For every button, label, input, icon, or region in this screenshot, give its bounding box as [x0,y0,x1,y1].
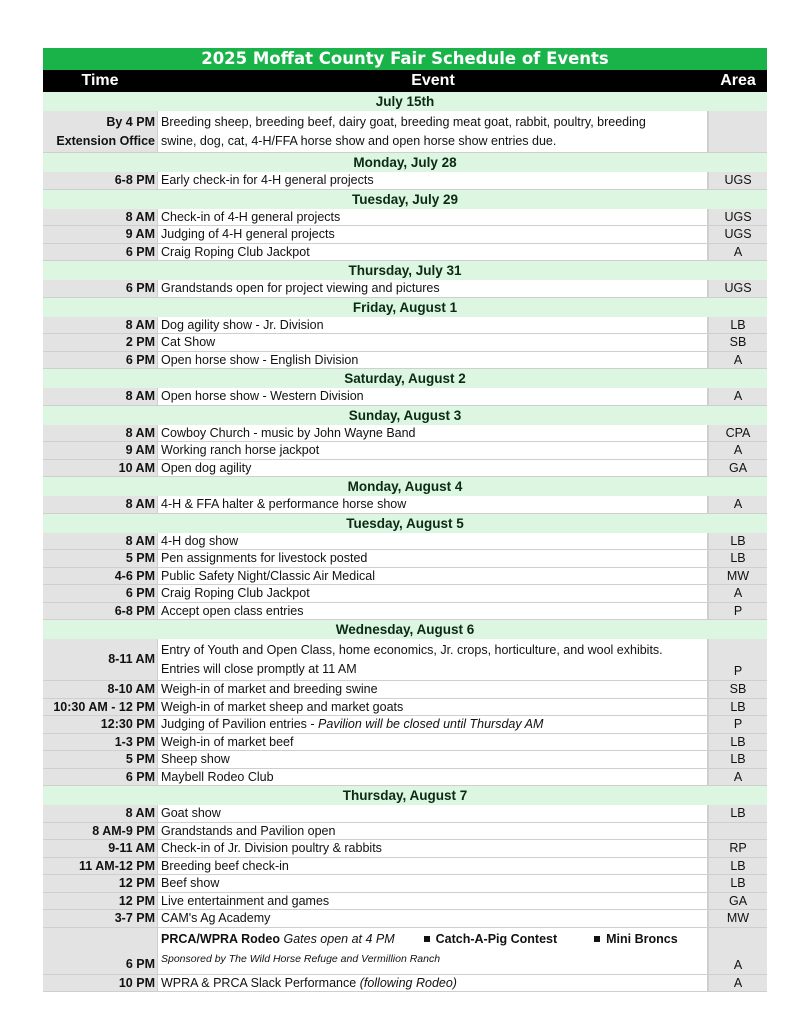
schedule-row [43,858,767,876]
area-cell: A [709,975,767,992]
day-header: Monday, August 4 [43,477,767,496]
event-cell: Weigh-in of market sheep and market goats [157,699,709,716]
area-cell: UGS [709,209,767,226]
rodeo-gates: Gates open at 4 PM [283,931,395,946]
schedule-row [43,244,767,262]
event-cell: Judging of 4-H general projects [157,226,709,243]
event-cell [157,111,709,152]
schedule-row [43,496,767,514]
column-header-row [43,70,767,92]
event-text: Judging of Pavilion entries - [161,717,319,731]
schedule-row [43,734,767,752]
schedule-row [43,840,767,858]
event-text: WPRA & PRCA Slack Performance [161,975,360,990]
event-text: swine, dog, cat, 4-H/FFA horse show and open horse show entries due. [161,134,557,148]
day-header: Sunday, August 3 [43,406,767,425]
area-cell: SB [709,334,767,351]
event-cell: Cowboy Church - music by John Wayne Band [157,425,709,442]
event-cell: Craig Roping Club Jackpot [157,585,709,602]
schedule-row [43,751,767,769]
area-cell: A [709,928,767,974]
schedule-row [43,209,767,227]
event-cell [157,928,709,974]
schedule-row [43,226,767,244]
event-cell: Grandstands and Pavilion open [157,823,709,840]
time-cell: 1-3 PM [43,734,157,751]
event-text: Entries will close promptly at 11 AM [161,662,357,676]
time-cell: 3-7 PM [43,910,157,927]
event-cell [157,639,709,680]
schedule-row [43,975,767,993]
schedule-row [43,442,767,460]
schedule-row [43,823,767,841]
time-cell: 2 PM [43,334,157,351]
schedule-row [43,568,767,586]
day-header: Tuesday, August 5 [43,514,767,533]
event-note: (following Rodeo) [359,975,457,990]
time-cell: 8 AM [43,805,157,822]
schedule-row [43,533,767,551]
day-header: Thursday, August 7 [43,786,767,805]
area-cell: A [709,769,767,786]
time-cell: 6-8 PM [43,172,157,189]
schedule-row [43,805,767,823]
event-cell: Beef show [157,875,709,892]
time-cell: 6 PM [43,280,157,297]
event-cell: Weigh-in of market beef [157,734,709,751]
schedule-row [43,603,767,621]
time-cell: 8-11 AM [43,639,157,680]
event-cell: Accept open class entries [157,603,709,620]
event-text: Breeding sheep, breeding beef, dairy goat, breeding meat goat, rabbit, poultry, breeding [161,115,646,129]
schedule-row [43,550,767,568]
event-cell: Maybell Rodeo Club [157,769,709,786]
time-cell [43,928,157,974]
day-header: Saturday, August 2 [43,369,767,388]
day-header: Monday, July 28 [43,153,767,172]
event-cell: Early check-in for 4-H general projects [157,172,709,189]
area-cell: A [709,442,767,459]
time-cell: 8 AM [43,496,157,513]
schedule-row [43,585,767,603]
time-column-header: Time [81,72,119,89]
time-cell: 5 PM [43,751,157,768]
time-cell: 9 AM [43,226,157,243]
schedule-row [43,769,767,787]
square-bullet-icon [424,936,430,942]
area-cell: MW [709,910,767,927]
schedule-row [43,910,767,928]
event-cell [157,716,709,733]
schedule-sheet [43,48,767,992]
time-cell [43,111,157,152]
time-cell: 6 PM [43,585,157,602]
event-text: Entry of Youth and Open Class, home economics, Jr. crops, horticulture, and wool exhibits. [161,643,663,657]
area-cell: A [709,352,767,369]
day-header: Wednesday, August 6 [43,620,767,639]
time-cell: 6-8 PM [43,603,157,620]
schedule-row [43,681,767,699]
event-cell: Open dog agility [157,460,709,477]
event-cell: Weigh-in of market and breeding swine [157,681,709,698]
time-cell: 6 PM [43,244,157,261]
schedule-row [43,352,767,370]
time-cell: 10 PM [43,975,157,992]
event-cell: CAM's Ag Academy [157,910,709,927]
time-cell: 9 AM [43,442,157,459]
event-cell: Working ranch horse jackpot [157,442,709,459]
area-cell: SB [709,681,767,698]
time-cell: 8 AM [43,425,157,442]
schedule-row [43,317,767,335]
event-cell: 4-H dog show [157,533,709,550]
event-cell: Check-in of Jr. Division poultry & rabbits [157,840,709,857]
time-cell: 6 PM [43,352,157,369]
schedule-row [43,716,767,734]
area-cell: UGS [709,226,767,243]
time-cell: 9-11 AM [43,840,157,857]
schedule-row [43,334,767,352]
event-cell: Open horse show - Western Division [157,388,709,405]
area-cell: LB [709,699,767,716]
rodeo-extra: Mini Broncs [606,931,678,946]
time-cell: 6 PM [43,769,157,786]
event-column-header: Event [411,72,455,89]
area-cell: P [709,603,767,620]
area-cell: MW [709,568,767,585]
location-text: Extension Office [56,133,155,148]
area-cell: LB [709,533,767,550]
event-cell: Open horse show - English Division [157,352,709,369]
area-cell: LB [709,550,767,567]
area-cell: A [709,496,767,513]
time-cell: 10:30 AM - 12 PM [43,699,157,716]
square-bullet-icon [594,936,600,942]
area-cell: GA [709,460,767,477]
schedule-row [43,928,767,975]
time-cell: 10 AM [43,460,157,477]
event-cell [157,975,709,992]
schedule-row [43,280,767,298]
schedule-row [43,460,767,478]
area-cell: LB [709,875,767,892]
area-cell: LB [709,805,767,822]
time-cell: 5 PM [43,550,157,567]
schedule-row [43,893,767,911]
time-cell: 12 PM [43,875,157,892]
area-cell: UGS [709,172,767,189]
area-cell: A [709,388,767,405]
day-header: Friday, August 1 [43,298,767,317]
area-cell: LB [709,317,767,334]
area-cell: LB [709,858,767,875]
day-header: Tuesday, July 29 [43,190,767,209]
day-header: Thursday, July 31 [43,261,767,280]
time-cell: 8-10 AM [43,681,157,698]
area-cell: P [709,639,767,680]
area-cell [709,823,767,840]
time-cell: 12:30 PM [43,716,157,733]
event-cell: Cat Show [157,334,709,351]
time-cell: 12 PM [43,893,157,910]
schedule-row [43,425,767,443]
area-cell: P [709,716,767,733]
day-header: July 15th [43,92,767,111]
event-note: Pavilion will be closed until Thursday AM [318,717,544,731]
day-groups [43,153,767,620]
rodeo-extra: Catch-A-Pig Contest [435,931,558,946]
time-cell: 11 AM-12 PM [43,858,157,875]
schedule-row [43,699,767,717]
area-cell: RP [709,840,767,857]
area-cell [709,111,767,152]
rodeo-title: PRCA/WPRA Rodeo [161,931,280,946]
time-text: 6 PM [125,956,155,971]
area-cell: LB [709,734,767,751]
time-cell: 8 AM [43,533,157,550]
thursday-rows [43,805,767,928]
schedule-row [43,875,767,893]
event-cell: 4-H & FFA halter & performance horse show [157,496,709,513]
time-cell: 8 AM-9 PM [43,823,157,840]
event-cell: Grandstands open for project viewing and pictures [157,280,709,297]
time-cell: 8 AM [43,209,157,226]
area-cell: UGS [709,280,767,297]
schedule-row [43,111,767,153]
area-cell: CPA [709,425,767,442]
event-cell: Dog agility show - Jr. Division [157,317,709,334]
event-cell: Pen assignments for livestock posted [157,550,709,567]
schedule-row [43,172,767,190]
time-cell: 8 AM [43,388,157,405]
event-cell: Sheep show [157,751,709,768]
schedule-row [43,388,767,406]
time-text: By 4 PM [106,114,155,129]
event-cell: Check-in of 4-H general projects [157,209,709,226]
area-cell: A [709,585,767,602]
time-cell: 8 AM [43,317,157,334]
rodeo-sponsor: Sponsored by The Wild Horse Refuge and Vermillion Ranch [161,952,441,965]
event-cell: Breeding beef check-in [157,858,709,875]
event-cell: Public Safety Night/Classic Air Medical [157,568,709,585]
event-cell: Craig Roping Club Jackpot [157,244,709,261]
schedule-row [43,639,767,681]
event-cell: Live entertainment and games [157,893,709,910]
area-column-header: Area [720,72,756,89]
area-cell: GA [709,893,767,910]
time-cell: 4-6 PM [43,568,157,585]
area-cell: LB [709,751,767,768]
area-cell: A [709,244,767,261]
event-cell: Goat show [157,805,709,822]
page-title: 2025 Moffat County Fair Schedule of Events [43,48,767,70]
